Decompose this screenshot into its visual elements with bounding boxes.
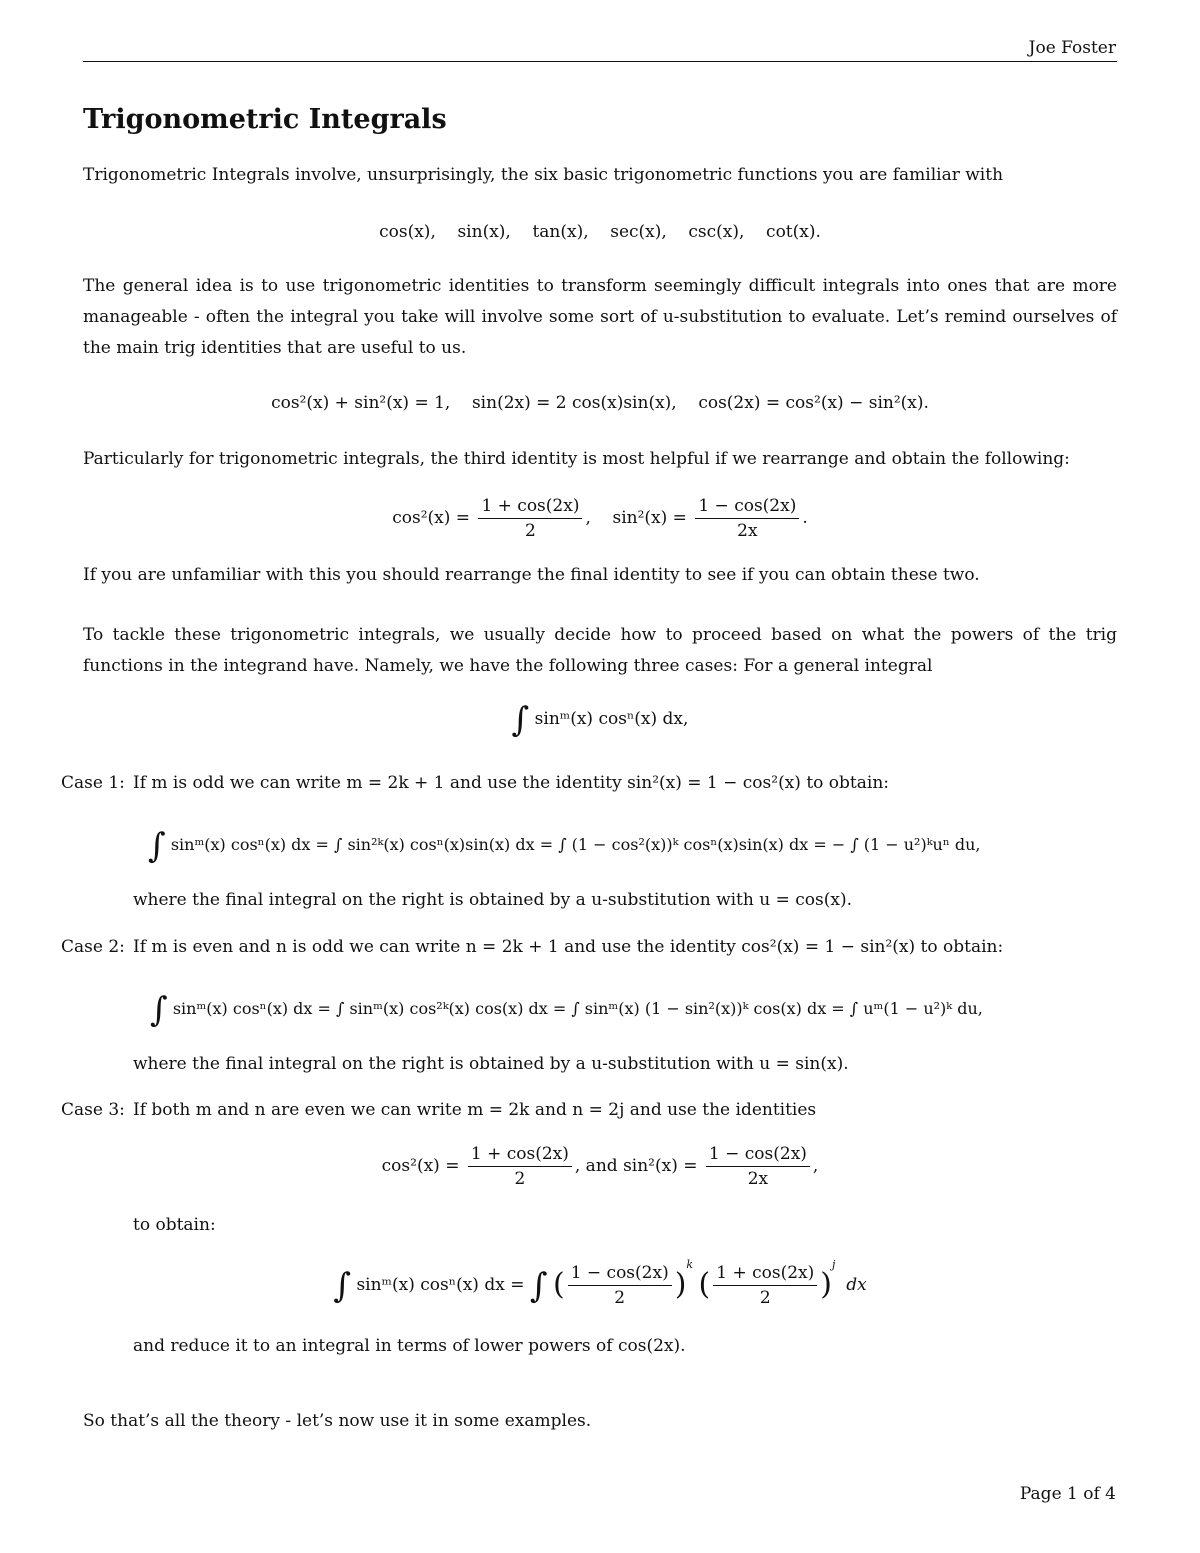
cos-numerator: 1 + cos(2x) [478,494,582,519]
cos-denominator: 2 [525,521,536,541]
case3-fraction-2 [713,1261,817,1310]
case2-statement: If m is even and n is odd we can write n = 2k + 1 and use the identity cos²(x) = 1 − sin²(x) to obtain: [133,937,1004,957]
case2-equation [150,990,983,1030]
integral-sign: ∫ [529,1266,548,1306]
integral-sign: ∫ [333,1266,352,1306]
case3-to-obtain: to obtain: [133,1215,216,1235]
intro-paragraph: Trigonometric Integrals involve, unsurprisingly, the six basic trigonometric functions you are familiar with [83,165,1004,185]
case1-equation-text: sinᵐ(x) cosⁿ(x) dx = ∫ sin²ᵏ(x) cosⁿ(x)sin(x) dx = ∫ (1 − cos²(x))ᵏ cosⁿ(x)sin(x) dx = − ∫ (1 − u²)ᵏuⁿ du, [170,835,981,854]
integral-sign: ∫ [150,990,168,1030]
case3-label: Case 3: [61,1100,125,1120]
unfamiliar-paragraph: If you are unfamiliar with this you should rearrange the final identity to see if you can obtain these two. [83,565,980,585]
case3-f2-denominator: 2 [759,1288,771,1308]
half-angle-equation: cos²(x) = $\frac{1 + \cos(2x)}{2}$ , sin²(x) = $\frac{1 - \cos(2x)}{2x}$ . [392,496,808,541]
cos-squared-lhs: cos²(x) = [392,508,471,528]
case3-equation [0,1258,1200,1310]
case3-lhs: sinᵐ(x) cosⁿ(x) dx = [356,1275,525,1295]
exponent-j: j [831,1258,836,1271]
left-paren: ( [552,1267,565,1302]
cos-fraction [468,1142,572,1191]
integral-sign: ∫ [148,826,166,866]
case1-statement: If m is odd we can write m = 2k + 1 and use the identity sin²(x) = 1 − cos²(x) to obtain: [133,773,890,793]
page-title: Trigonometric Integrals [83,104,447,135]
general-integrand: sinᵐ(x) cosⁿ(x) dx, [534,709,689,729]
case3-f1-denominator: 2 [614,1288,626,1308]
functions-list: cos(x), sin(x), tan(x), sec(x), csc(x), cot(x). [379,222,821,242]
case2-note: where the final integral on the right is obtained by a u-substitution with u = sin(x). [133,1054,849,1074]
case3-f1-numerator: 1 − cos(2x) [568,1261,672,1286]
cos-numerator: 1 + cos(2x) [468,1142,572,1167]
right-paren: ) [674,1267,687,1302]
case3-fraction-1 [568,1261,672,1310]
case1-label: Case 1: [61,773,125,793]
closing-paragraph: So that’s all the theory - let’s now use it in some examples. [83,1411,592,1431]
header-divider [83,61,1117,62]
sin-denominator: 2x [747,1169,769,1189]
cos-fraction [478,494,582,543]
case2-equation-text: sinᵐ(x) cosⁿ(x) dx = ∫ sinᵐ(x) cos²ᵏ(x) cos(x) dx = ∫ sinᵐ(x) (1 − sin²(x))ᵏ cos(x) dx = ∫ uᵐ(1 − u²)ᵏ du, [172,999,983,1018]
header-author: Joe Foster [1028,38,1116,58]
case3-statement: If both m and n are even we can write m = 2k and n = 2j and use the identities [133,1100,817,1120]
case1-equation [148,826,981,866]
sin-squared-lhs: sin²(x) = [612,508,687,528]
left-paren: ( [698,1267,711,1302]
differential-dx: dx [846,1275,867,1295]
identities-equation: cos²(x) + sin²(x) = 1, sin(2x) = 2 cos(x)sin(x), cos(2x) = cos²(x) − sin²(x). [271,393,929,413]
general-idea-paragraph: The general idea is to use trigonometric identities to transform seemingly difficult integrals into ones that are more manageable - often the integral you take will involve some sort of u-substitution to evaluate. Let’s remind ourselves of the main trig identities that are useful to us. [83,276,1117,358]
integral-sign: ∫ [511,700,530,740]
case2-label: Case 2: [61,937,125,957]
right-paren: ) [820,1267,832,1302]
sin-fraction [695,494,799,543]
sin-fraction [706,1142,810,1191]
exponent-k: k [686,1258,694,1271]
sin-numerator: 1 − cos(2x) [695,494,799,519]
case3-f2-numerator: 1 + cos(2x) [713,1261,817,1286]
cos-squared-lhs: cos²(x) = [381,1156,460,1176]
sin-denominator: 2x [737,521,758,541]
case1-note: where the final integral on the right is obtained by a u-substitution with u = cos(x). [133,890,852,910]
sin-numerator: 1 − cos(2x) [706,1142,810,1167]
page-number: Page 1 of 4 [1019,1484,1116,1504]
and-word: , and [574,1156,618,1176]
tackle-paragraph: To tackle these trigonometric integrals, we usually decide how to proceed based on what the powers of the trig functions in the integrand have. Namely, we have the following three cases: For a general integral [83,625,1117,676]
sin-squared-lhs: sin²(x) = [623,1156,698,1176]
case3-reduce: and reduce it to an integral in terms of lower powers of cos(2x). [133,1336,686,1356]
cos-denominator: 2 [514,1169,526,1189]
case3-identities: cos²(x) = $\frac{1 + \cos(2x)}{2}$ , and sin²(x) = $\frac{1 - \cos(2x)}{2x}$ , [381,1144,819,1189]
general-integral [0,700,1200,740]
particularly-paragraph: Particularly for trigonometric integrals, the third identity is most helpful if we rearrange and obtain the following: [83,449,1070,469]
